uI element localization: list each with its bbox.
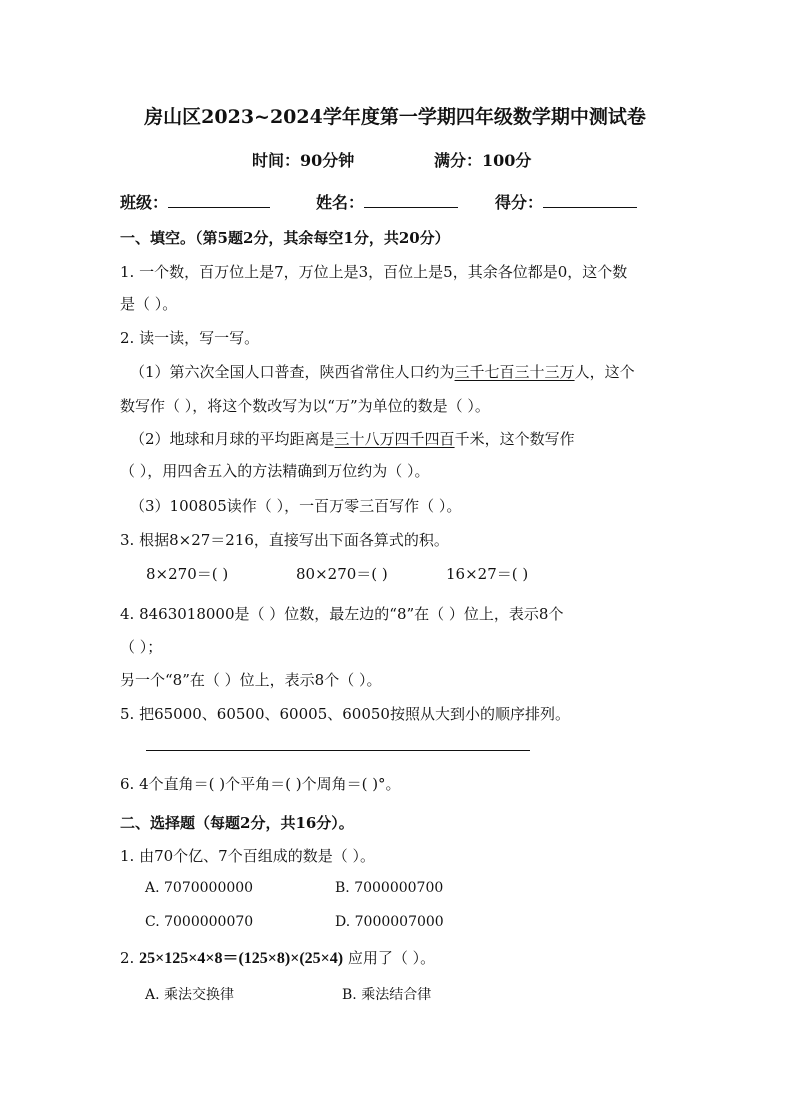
question-4-line2: （ ）； (120, 638, 163, 656)
grade-label: 得分： (495, 193, 544, 212)
choice-1-option-d[interactable]: D. 7000007000 (335, 914, 444, 930)
question-1-line1: 1. 一个数，百万位上是7，万位上是3，百位上是5，其余各位都是0，这个数 (120, 263, 628, 281)
question-5: 5. 把65000、60500、60005、60050按照从大到小的顺序排列。 (120, 705, 570, 723)
question-2-3: （3）100805读作（ ），一百万零三百写作（ ）。 (130, 497, 462, 515)
q2-1-text-a: （1）第六次全国人口普查，陕西省常住人口约为 (130, 363, 455, 381)
question-2-1-line2: 数写作（ ），将这个数改写为以“万”为单位的数是（ ）。 (120, 397, 490, 415)
choice-question-2 (120, 948, 435, 969)
choice-2-option-b[interactable]: B. 乘法结合律 (342, 987, 432, 1003)
choice-2-text: 应用了（ ）。 (347, 949, 436, 967)
class-label: 班级： (120, 193, 169, 212)
q2-2-underlined: 三十八万四千四百 (334, 430, 455, 448)
question-3-a: 8×270＝( ) (146, 565, 229, 583)
question-5-answer-line[interactable] (146, 750, 530, 751)
question-4-line3: 另一个“8”在（ ）位上，表示8个（ ）。 (120, 671, 382, 689)
question-4-line1: 4. 8463018000是（ ）位数，最左边的“8”在（ ）位上，表示8个 (120, 605, 564, 623)
q2-1-underlined: 三千七百三十三万 (454, 363, 575, 381)
name-blank[interactable] (364, 193, 458, 208)
q2-2-text-a: （2）地球和月球的平均距离是 (130, 430, 335, 448)
question-2-title: 2. 读一读，写一写。 (120, 329, 260, 347)
question-3-c: 16×27＝( ) (446, 565, 529, 583)
question-6: 6. 4个直角＝( )个平角＝( )个周角＝( )°。 (120, 775, 401, 793)
exam-full-score: 满分：100分 (434, 151, 532, 170)
choice-question-1: 1. 由70个亿、7个百组成的数是（ ）。 (120, 847, 375, 865)
choice-1-option-a[interactable]: A. 7070000000 (145, 880, 254, 896)
class-field[interactable] (120, 190, 270, 213)
section2-heading: 二、选择题（每题2分，共16分）。 (120, 814, 354, 832)
choice-2-formula: 25×125×4×8＝(125×8)×(25×4) (139, 950, 344, 967)
choice-1-option-c[interactable]: C. 7000000070 (145, 914, 254, 930)
choice-2-number: 2. (120, 949, 135, 967)
question-2-1-line1 (130, 362, 635, 382)
class-blank[interactable] (168, 193, 270, 208)
question-3: 3. 根据8×27＝216，直接写出下面各算式的积。 (120, 531, 449, 549)
question-2-2-line1 (130, 429, 575, 449)
choice-2-option-a[interactable]: A. 乘法交换律 (145, 987, 235, 1003)
q2-2-text-b: 千米，这个数写作 (454, 430, 575, 448)
q2-1-text-b: 人，这个 (574, 363, 635, 381)
question-3-b: 80×270＝( ) (296, 565, 388, 583)
grade-blank[interactable] (543, 193, 637, 208)
question-2-2-line2: （ ），用四舍五入的方法精确到万位约为（ ）。 (120, 462, 430, 480)
choice-1-option-b[interactable]: B. 7000000700 (335, 880, 444, 896)
name-label: 姓名： (316, 193, 365, 212)
grade-field[interactable] (495, 190, 637, 213)
question-1-line2: 是（ ）。 (120, 295, 178, 313)
section1-heading: 一、填空。（第5题2分，其余每空1分，共20分） (120, 229, 450, 247)
exam-time: 时间：90分钟 (252, 151, 355, 170)
name-field[interactable] (316, 190, 458, 213)
exam-title: 房山区2023~2024学年度第一学期四年级数学期中测试卷 (144, 106, 646, 128)
